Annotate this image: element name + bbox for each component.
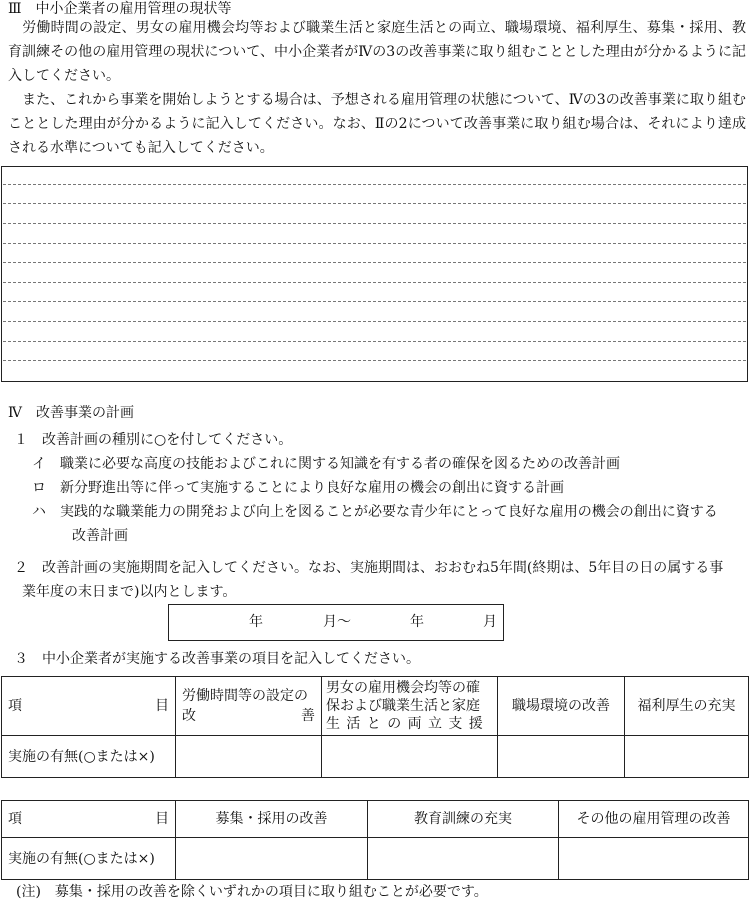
working-hours-label-b: 善 xyxy=(301,708,315,724)
improvement-items-table-1 xyxy=(1,676,749,778)
improvement-items-table-2 xyxy=(1,800,749,880)
other-management-header: その他の雇用管理の改善 xyxy=(559,801,749,838)
plan-option-ha-continued: 改善計画 xyxy=(72,528,128,544)
item-header-b: 目 xyxy=(155,698,169,714)
writing-line xyxy=(3,262,746,263)
education-training-header: 教育訓練の充実 xyxy=(368,801,559,838)
item-header-a: 項 xyxy=(8,811,22,827)
improvement-items-instruction: ３ 中小企業者が実施する改善事業の項目を記入してください。 xyxy=(14,651,420,667)
writing-line xyxy=(3,243,746,244)
period-year-1: 年 xyxy=(249,614,263,630)
implementation-row-label: 実施の有無(○または×) xyxy=(2,838,176,880)
equal-opportunity-line-2: 保および職業生活と家庭 xyxy=(326,698,480,714)
period-instruction-line-2: 業年度の末日まで)以内とします。 xyxy=(22,584,237,600)
implementation-period-field[interactable] xyxy=(168,604,504,641)
equal-opportunity-implementation-cell[interactable] xyxy=(322,736,498,778)
period-instruction-line-1: ２ 改善計画の実施期間を記入してください。なお、実施期間は、おおむね5年間(終期は、5年目の日の属する事 xyxy=(14,560,724,576)
equal-opportunity-line-1: 男女の雇用機会均等の確 xyxy=(326,680,480,696)
writing-line xyxy=(3,282,746,283)
plan-option-ro[interactable] xyxy=(32,481,564,495)
section-3-paragraph-2: また、これから事業を開始しようとする場合は、予想される雇用管理の状態について、Ⅳの3の改善事業に取り組むこととした理由が分かるように記入してください。なお、Ⅱの2について改善事業に取り組む場合は、それにより達成される水準についても記入してください。 xyxy=(8,92,746,156)
writing-line xyxy=(3,321,746,322)
item-header-cell xyxy=(2,677,176,736)
other-management-implementation-cell[interactable] xyxy=(559,838,749,880)
writing-line xyxy=(3,223,746,224)
section-3-heading: Ⅲ 中小企業者の雇用管理の現状等 xyxy=(8,1,232,17)
work-environment-header: 職場環境の改善 xyxy=(498,677,625,736)
writing-line xyxy=(3,341,746,342)
working-hours-header xyxy=(176,677,322,736)
recruitment-implementation-cell[interactable] xyxy=(176,838,368,880)
option-mark: ロ xyxy=(32,480,46,496)
period-month-1: 月〜 xyxy=(323,614,351,630)
period-month-2: 月 xyxy=(483,614,497,630)
welfare-header: 福利厚生の充実 xyxy=(625,677,749,736)
working-hours-label-a: 改 xyxy=(182,708,196,724)
item-header-b: 目 xyxy=(155,811,169,827)
writing-line xyxy=(3,301,746,302)
education-training-implementation-cell[interactable] xyxy=(368,838,559,880)
footnote: (注) 募集・採用の改善を除くいずれかの項目に取り組むことが必要です。 xyxy=(16,884,488,900)
recruitment-header: 募集・採用の改善 xyxy=(176,801,368,838)
welfare-implementation-cell[interactable] xyxy=(625,736,749,778)
period-year-2: 年 xyxy=(410,614,424,630)
option-text: 職業に必要な高度の技能およびこれに関する知識を有する者の確保を図るための改善計画 xyxy=(60,456,620,472)
section-4-heading: Ⅳ 改善事業の計画 xyxy=(8,405,134,421)
equal-opportunity-line-3: 生活との両立支援 xyxy=(326,716,490,732)
section-3-paragraph-1: 労働時間の設定、男女の雇用機会均等および職業生活と家庭生活との両立、職場環境、福利厚生、募集・採用、教育訓練その他の雇用管理の現状について、中小企業者がⅣの3の改善事業に取り組むこととした理由が分かるように記入してください。 xyxy=(8,20,746,84)
option-mark: ハ xyxy=(32,504,46,520)
current-status-writing-box[interactable] xyxy=(1,166,748,382)
plan-type-instruction: １ 改善計画の種別に○を付してください。 xyxy=(14,432,293,448)
writing-line xyxy=(3,184,746,185)
working-hours-implementation-cell[interactable] xyxy=(176,736,322,778)
item-header-a: 項 xyxy=(8,698,22,714)
option-text: 実践的な職業能力の開発および向上を図ることが必要な青少年にとって良好な雇用の機会の創出に資する xyxy=(60,504,718,520)
option-mark: イ xyxy=(32,456,46,472)
writing-line xyxy=(3,360,746,361)
item-header-cell xyxy=(2,801,176,838)
working-hours-label-line-1: 労働時間等の設定の xyxy=(182,688,308,704)
work-environment-implementation-cell[interactable] xyxy=(498,736,625,778)
writing-line xyxy=(3,203,746,204)
plan-option-i[interactable] xyxy=(32,457,620,471)
option-text: 新分野進出等に伴って実施することにより良好な雇用の機会の創出に資する計画 xyxy=(60,480,564,496)
implementation-row-label: 実施の有無(○または×) xyxy=(2,736,176,778)
equal-opportunity-header xyxy=(322,677,498,736)
plan-option-ha[interactable] xyxy=(32,505,718,519)
